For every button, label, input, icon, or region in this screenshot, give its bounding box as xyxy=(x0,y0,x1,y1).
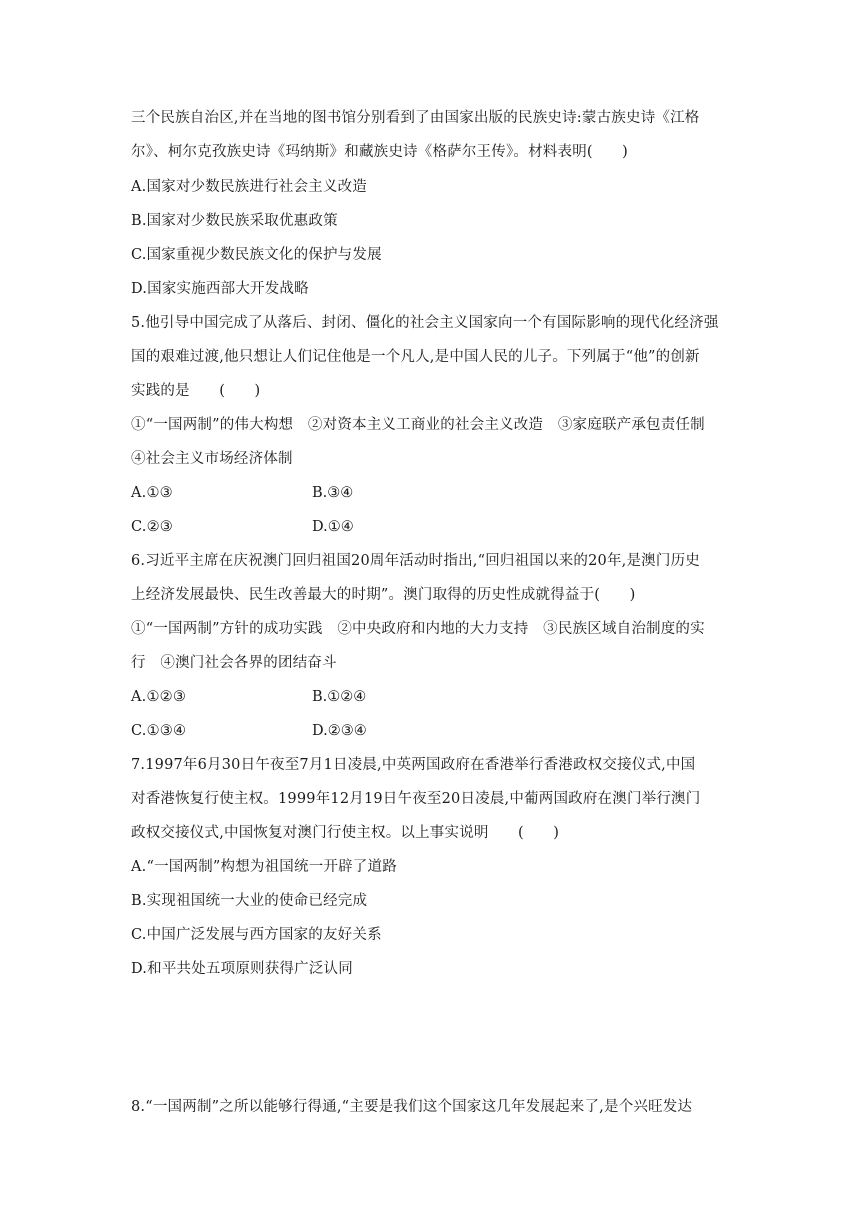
question-5-option-a: A.①③ xyxy=(131,485,173,501)
question-6-text-line-1: 6.习近平主席在庆祝澳门回归祖国20周年活动时指出,“回归祖国以来的20年,是澳门历史 xyxy=(131,553,700,569)
question-4-text-line-1: 三个民族自治区,并在当地的图书馆分别看到了由国家出版的民族史诗:蒙古族史诗《江格 xyxy=(131,110,700,126)
question-5-text-line-3: 实践的是 ( ) xyxy=(131,383,261,399)
question-7-text-line-1: 7.1997年6月30日午夜至7月1日凌晨,中英两国政府在香港举行香港政权交接仪式,中国 xyxy=(131,757,696,773)
question-4-text-line-2: 尔》、柯尔克孜族史诗《玛纳斯》和藏族史诗《格萨尔王传》。材料表明( ) xyxy=(131,144,629,160)
question-8-text-line-1: 8.“一国两制”之所以能够行得通,“主要是我们这个国家这几年发展起来了,是个兴旺发达 xyxy=(131,1099,693,1115)
question-6-text-line-2: 上经济发展最快、民生改善最大的时期”。澳门取得的历史性成就得益于( ) xyxy=(131,587,636,603)
question-5-text-line-1: 5.他引导中国完成了从落后、封闭、僵化的社会主义国家向一个有国际影响的现代化经济强 xyxy=(131,315,719,331)
question-5-option-d: D.①④ xyxy=(312,519,354,535)
question-7-option-a: A.“一国两制”构想为祖国统一开辟了道路 xyxy=(131,859,397,875)
question-7-text-line-2: 对香港恢复行使主权。1999年12月19日午夜至20日凌晨,中葡两国政府在澳门举行澳门 xyxy=(131,791,701,807)
question-6-option-b: B.①②④ xyxy=(312,689,367,705)
question-7-option-b: B.实现祖国统一大业的使命已经完成 xyxy=(131,893,368,909)
question-7-text-line-3: 政权交接仪式,中国恢复对澳门行使主权。以上事实说明 ( ) xyxy=(131,825,560,841)
question-5-items-line-1: ①“一国两制”的伟大构想 ②对资本主义工商业的社会主义改造 ③家庭联产承包责任制 xyxy=(131,417,705,433)
question-5-option-c: C.②③ xyxy=(131,519,173,535)
question-4-option-b: B.国家对少数民族采取优惠政策 xyxy=(131,213,338,229)
question-4-option-a: A.国家对少数民族进行社会主义改造 xyxy=(131,179,367,195)
question-5-text-line-2: 国的艰难过渡,他只想让人们记住他是一个凡人,是中国人民的儿子。下列属于“他”的创新 xyxy=(131,349,700,365)
question-6-items-line-1: ①“一国两制”方针的成功实践 ②中央政府和内地的大力支持 ③民族区域自治制度的实 xyxy=(131,621,705,637)
question-6-option-a: A.①②③ xyxy=(131,689,187,705)
question-7-option-d: D.和平共处五项原则获得广泛认同 xyxy=(131,961,353,977)
question-4-option-c: C.国家重视少数民族文化的保护与发展 xyxy=(131,247,382,263)
question-4-option-d: D.国家实施西部大开发战略 xyxy=(131,281,309,297)
question-5-option-b: B.③④ xyxy=(312,485,354,501)
question-6-option-c: C.①③④ xyxy=(131,723,187,739)
question-6-option-d: D.②③④ xyxy=(312,723,367,739)
question-7-option-c: C.中国广泛发展与西方国家的友好关系 xyxy=(131,927,382,943)
question-6-items-line-2: 行 ④澳门社会各界的团结奋斗 xyxy=(131,655,337,671)
question-5-items-line-2: ④社会主义市场经济体制 xyxy=(131,451,293,467)
